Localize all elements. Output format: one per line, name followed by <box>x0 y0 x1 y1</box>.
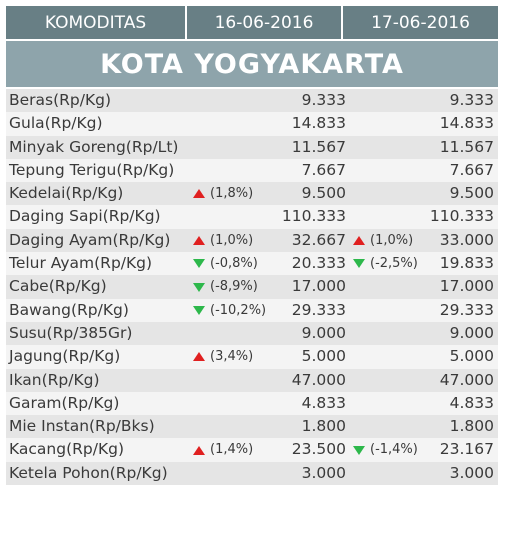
price-date-1: 23.500 <box>291 440 346 459</box>
commodity-label: Bawang(Rp/Kg) <box>9 300 129 319</box>
change-date-1 <box>193 252 258 275</box>
change-percent: (1,0%) <box>370 232 414 248</box>
change-date-1 <box>193 275 258 298</box>
price-date-2: 11.567 <box>439 137 494 156</box>
price-date-1: 17.000 <box>291 277 346 296</box>
change-date-2 <box>353 438 418 461</box>
commodity-label: Telur Ayam(Rp/Kg) <box>9 254 153 273</box>
arrow-up-icon <box>193 236 205 245</box>
commodity-label: Daging Sapi(Rp/Kg) <box>9 207 161 226</box>
price-date-1: 11.567 <box>291 137 346 156</box>
arrow-down-icon <box>353 259 365 268</box>
table-row <box>6 322 498 345</box>
commodity-label: Beras(Rp/Kg) <box>9 91 112 109</box>
commodity-label: Susu(Rp/385Gr) <box>9 323 133 342</box>
price-date-1: 47.000 <box>291 370 346 389</box>
price-date-2: 14.833 <box>439 114 494 133</box>
change-percent: (-2,5%) <box>370 256 418 272</box>
change-percent: (-10,2%) <box>210 302 267 318</box>
price-date-2: 23.167 <box>439 440 494 459</box>
change-date-2 <box>353 229 413 252</box>
arrow-up-icon <box>193 189 205 198</box>
arrow-up-icon <box>353 236 365 245</box>
table-row <box>6 252 498 275</box>
price-date-1: 5.000 <box>301 347 346 366</box>
change-percent: (1,4%) <box>210 442 254 458</box>
price-date-2: 4.833 <box>449 393 494 412</box>
price-date-1: 1.800 <box>301 417 346 436</box>
price-date-1: 9.500 <box>301 184 346 203</box>
commodity-label: Jagung(Rp/Kg) <box>9 347 121 366</box>
table-row <box>6 205 498 228</box>
change-percent: (-1,4%) <box>370 442 418 458</box>
change-percent: (-0,8%) <box>210 256 258 272</box>
table-row <box>6 299 498 322</box>
price-date-2: 7.667 <box>449 160 494 179</box>
table-row <box>6 159 498 182</box>
commodity-label: Daging Ayam(Rp/Kg) <box>9 230 171 249</box>
table-row <box>6 415 498 438</box>
price-date-2: 19.833 <box>439 254 494 273</box>
change-percent: (1,0%) <box>210 232 254 248</box>
price-date-1: 29.333 <box>291 300 346 319</box>
arrow-up-icon <box>193 352 205 361</box>
commodity-label: Ikan(Rp/Kg) <box>9 370 100 389</box>
price-date-1: 110.333 <box>281 207 346 226</box>
arrow-up-icon <box>193 446 205 455</box>
price-date-2: 47.000 <box>439 370 494 389</box>
table-row <box>6 369 498 392</box>
header-date-1: 16-06-2016 <box>187 6 343 39</box>
price-date-2: 9.333 <box>449 91 494 109</box>
change-date-1 <box>193 438 253 461</box>
change-percent: (-8,9%) <box>210 279 258 295</box>
table-row <box>6 462 498 485</box>
price-date-2: 9.000 <box>449 323 494 342</box>
price-date-2: 29.333 <box>439 300 494 319</box>
price-date-2: 17.000 <box>439 277 494 296</box>
change-date-1 <box>193 299 266 322</box>
header-date-2: 17-06-2016 <box>343 6 498 39</box>
change-date-2 <box>353 252 418 275</box>
commodity-label: Cabe(Rp/Kg) <box>9 277 107 296</box>
price-date-1: 9.000 <box>301 323 346 342</box>
arrow-down-icon <box>193 259 205 268</box>
price-date-1: 14.833 <box>291 114 346 133</box>
price-date-1: 7.667 <box>301 160 346 179</box>
table-row <box>6 275 498 298</box>
commodity-label: Tepung Terigu(Rp/Kg) <box>9 160 175 179</box>
price-date-2: 1.800 <box>449 417 494 436</box>
price-date-1: 9.333 <box>301 91 346 109</box>
price-date-2: 3.000 <box>449 463 494 482</box>
header-commodity: KOMODITAS <box>6 6 187 39</box>
commodity-label: Minyak Goreng(Rp/Lt) <box>9 137 179 156</box>
table-row <box>6 438 498 461</box>
table-header <box>6 6 498 39</box>
commodity-label: Gula(Rp/Kg) <box>9 114 103 133</box>
arrow-down-icon <box>193 283 205 292</box>
change-date-1 <box>193 229 253 252</box>
table-row <box>6 182 498 205</box>
price-date-1: 32.667 <box>291 230 346 249</box>
change-date-1 <box>193 345 253 368</box>
price-date-1: 20.333 <box>291 254 346 273</box>
change-date-1 <box>193 182 253 205</box>
price-date-2: 110.333 <box>429 207 494 226</box>
table-row <box>6 89 498 112</box>
commodity-label: Kacang(Rp/Kg) <box>9 440 125 459</box>
price-date-2: 9.500 <box>449 184 494 203</box>
change-percent: (1,8%) <box>210 186 254 202</box>
table-row <box>6 136 498 159</box>
change-percent: (3,4%) <box>210 349 254 365</box>
table-row <box>6 229 498 252</box>
price-date-2: 33.000 <box>439 230 494 249</box>
price-date-1: 4.833 <box>301 393 346 412</box>
table-row <box>6 392 498 415</box>
commodity-label: Ketela Pohon(Rp/Kg) <box>9 463 168 482</box>
arrow-down-icon <box>193 306 205 315</box>
table-row <box>6 112 498 135</box>
price-date-2: 5.000 <box>449 347 494 366</box>
commodity-label: Garam(Rp/Kg) <box>9 393 120 412</box>
city-title: KOTA YOGYAKARTA <box>6 41 498 87</box>
table-row <box>6 345 498 368</box>
arrow-down-icon <box>353 446 365 455</box>
commodity-label: Kedelai(Rp/Kg) <box>9 184 124 203</box>
price-date-1: 3.000 <box>301 463 346 482</box>
commodity-label: Mie Instan(Rp/Bks) <box>9 417 155 436</box>
table-body <box>6 89 498 485</box>
